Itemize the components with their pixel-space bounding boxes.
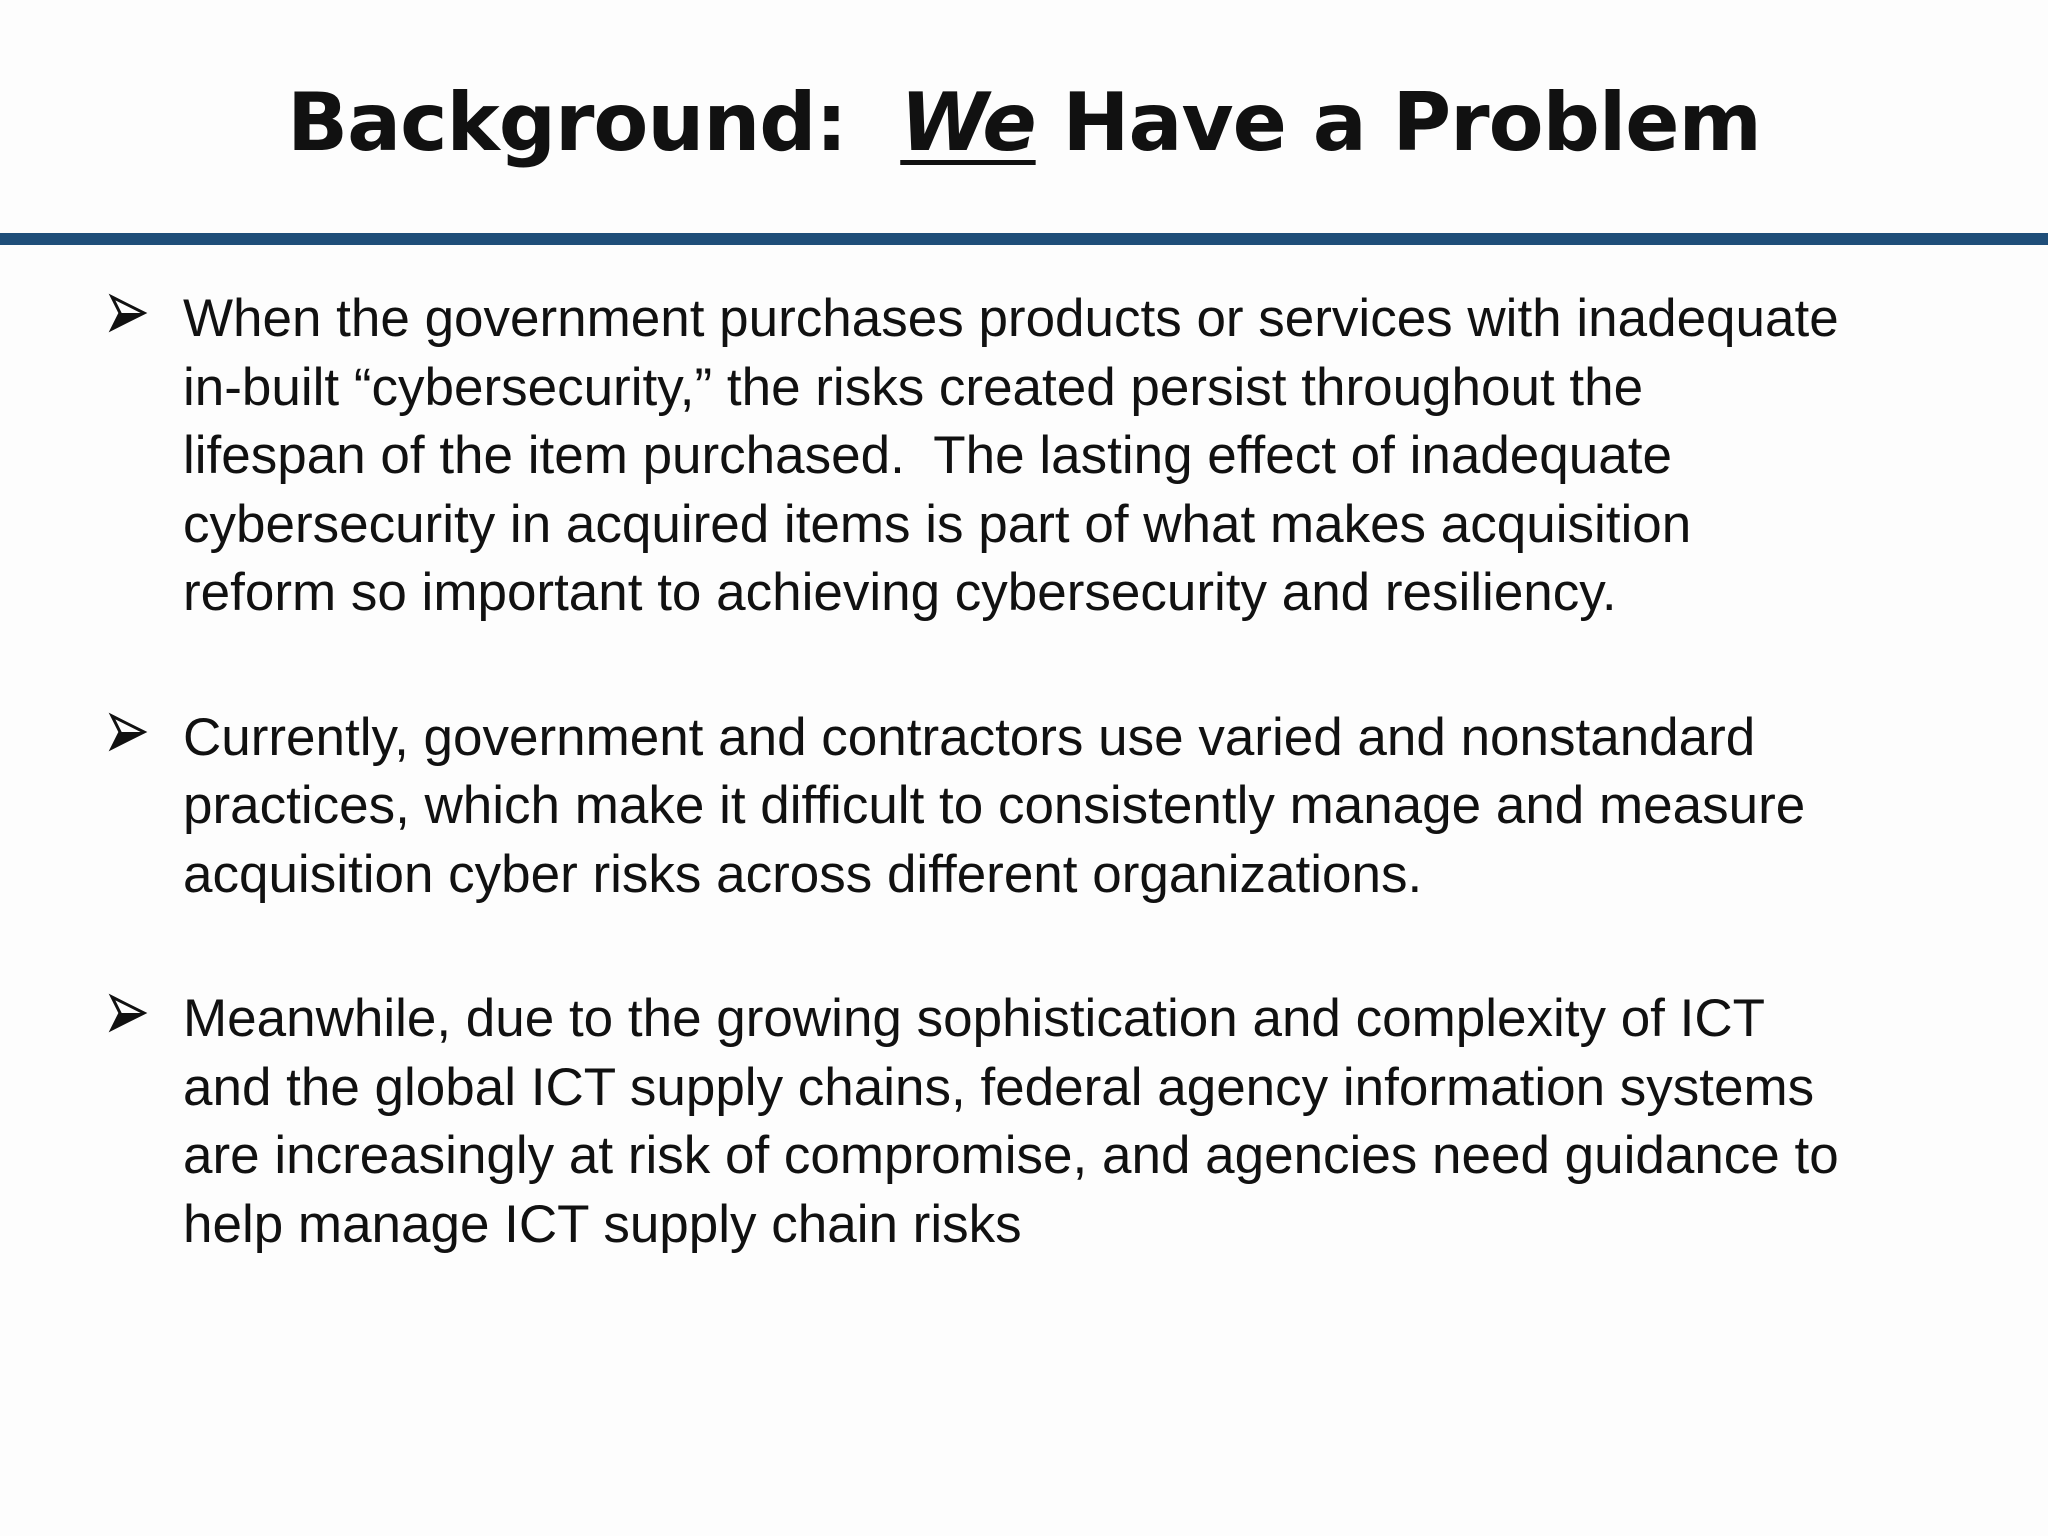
bullet-line: When the government purchases products or services with inadequate [183,289,1839,348]
bullet-line: acquisition cyber risks across different organizations. [183,844,1423,904]
bullet-item [0,985,2048,1259]
arrowhead-bullet-icon [108,293,148,333]
arrowhead-bullet-icon [108,712,148,752]
bullet-line: reform so important to achieving cybersecurity and resiliency. [183,563,1617,622]
bullet-list [0,285,2048,1259]
bullet-item [0,704,2048,910]
bullet-line: help manage ICT supply chain risks [183,1194,1022,1254]
bullet-line: lifespan of the item purchased. The lasting effect of inadequate [183,426,1672,485]
bullet-line: practices, which make it difficult to consistently manage and measure [183,776,1806,835]
bullet-line: are increasingly at risk of compromise, and agencies need guidance to [183,1126,1839,1185]
arrowhead-bullet-icon [108,993,148,1033]
bullet-line: and the global ICT supply chains, federal agency information systems [183,1057,1815,1117]
title-suffix: Have a Problem [1062,76,1761,169]
title-divider [0,233,2048,245]
slide-title [0,68,2048,178]
title-prefix: Background: [287,76,847,169]
bullet-line: Currently, government and contractors use varied and nonstandard [183,707,1756,767]
title-emphasis: We [900,76,1036,169]
bullet-line: in-built “cybersecurity,” the risks created persist throughout the [183,357,1644,417]
bullet-line: Meanwhile, due to the growing sophistication and complexity of ICT [183,989,1766,1048]
bullet-line: cybersecurity in acquired items is part of what makes acquisition [183,494,1692,554]
bullet-item [0,285,2048,628]
